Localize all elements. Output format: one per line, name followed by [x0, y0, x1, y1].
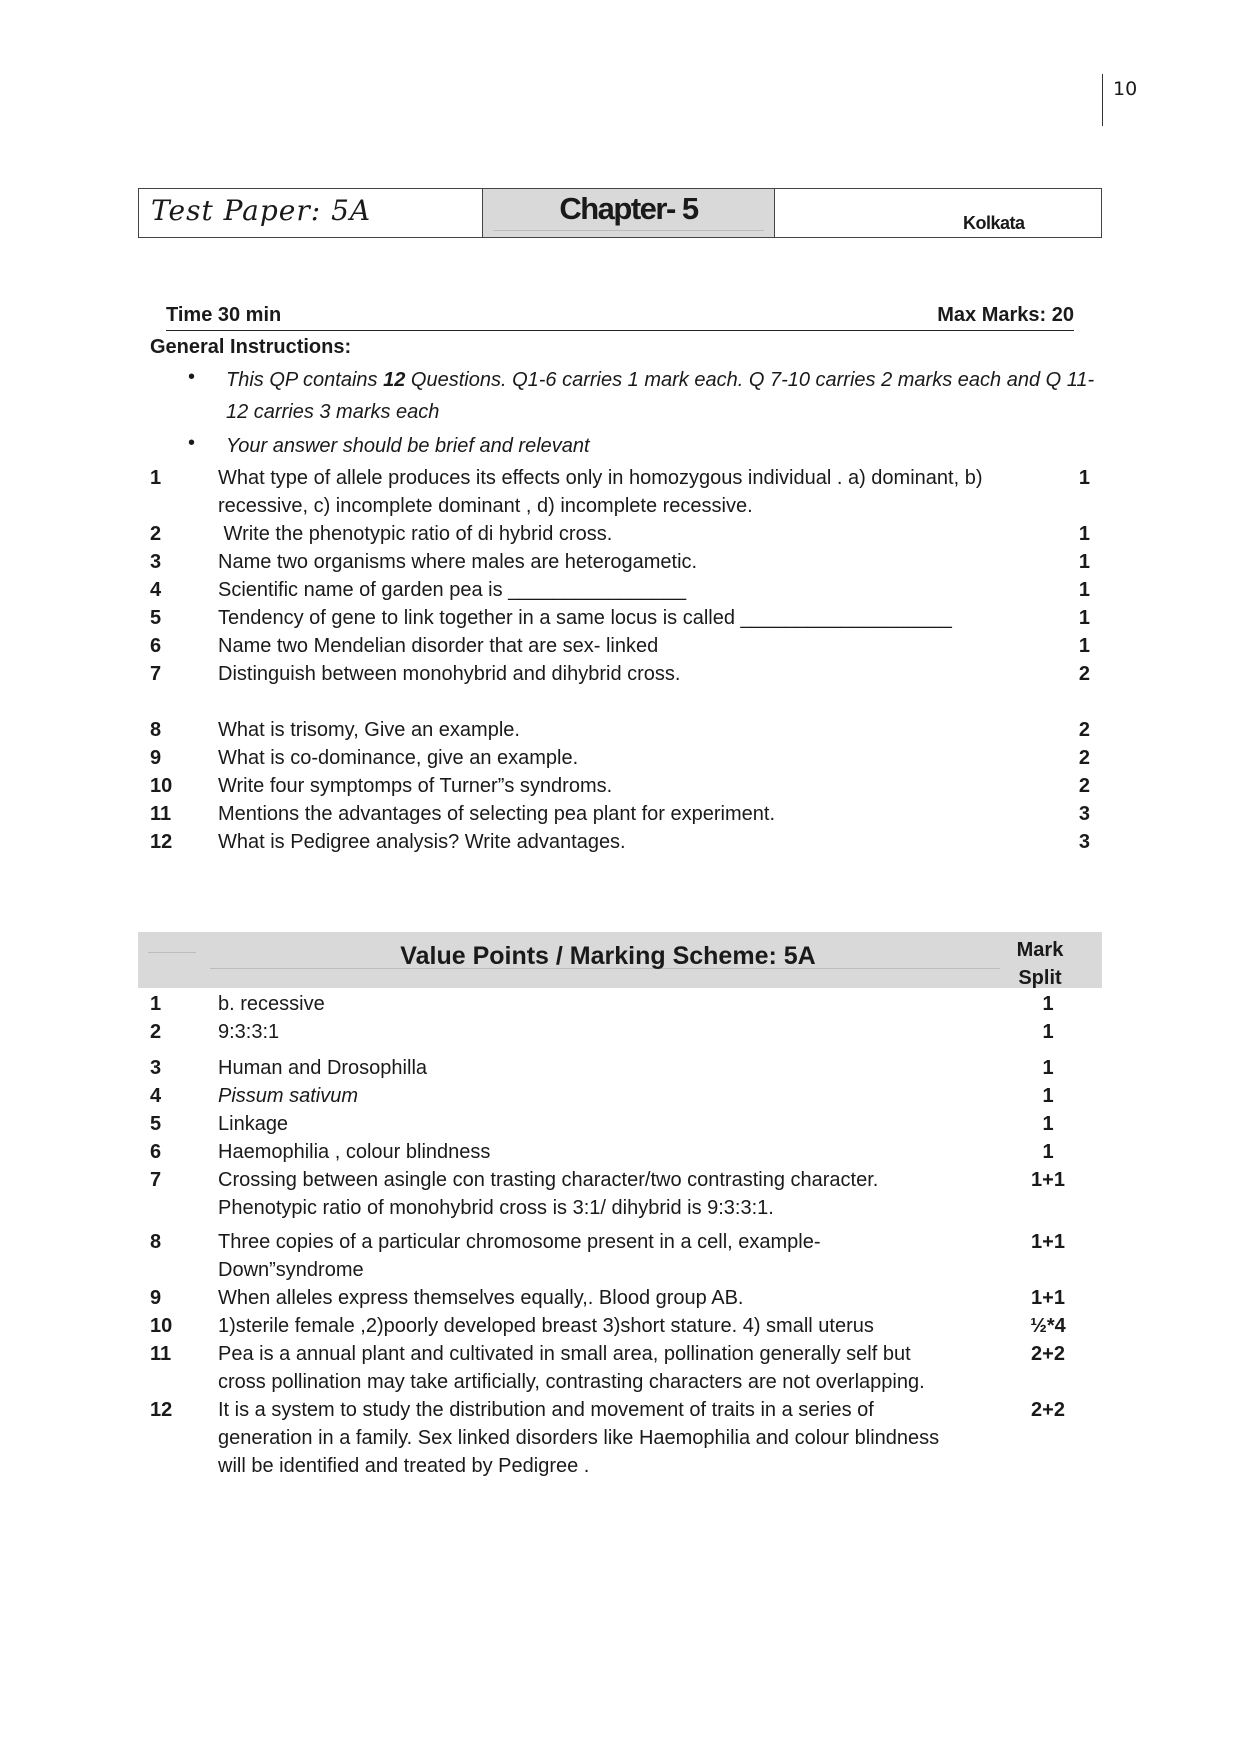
- question-number: 12: [150, 831, 173, 853]
- answer-text: When alleles express themselves equally,. Blood group AB.: [218, 1287, 744, 1309]
- instruction-1-part2: Questions. Q1-6 carries 1 mark each. Q 7-10 carries 2 marks each and Q 11-12 carries 3 marks each: [226, 369, 1095, 423]
- answer-marks: ½*4: [1030, 1315, 1066, 1337]
- split-heading-line: Split: [1018, 967, 1062, 989]
- question-marks: 3: [1078, 831, 1090, 853]
- answer-marks: 1: [1042, 1113, 1054, 1135]
- question-text: [218, 464, 1038, 520]
- question-text: Tendency of gene to link together in a same locus is called ___________________: [218, 607, 952, 629]
- question-marks: 3: [1078, 803, 1090, 825]
- header-cell-test-paper: [139, 189, 483, 237]
- header-table: [138, 188, 1102, 238]
- page-number: 10: [1113, 78, 1138, 100]
- question-marks: 2: [1078, 775, 1090, 797]
- bullet-glyph: •: [188, 366, 196, 388]
- question-marks: 1: [1078, 523, 1090, 545]
- instruction-1-count: 12: [383, 369, 406, 391]
- question-number: 9: [150, 747, 162, 769]
- question-number: 1: [150, 467, 162, 489]
- question-marks: 2: [1078, 719, 1090, 741]
- question-number: 2: [150, 523, 162, 545]
- answer-text-line: It is a system to study the distribution and movement of traits in a series of: [218, 1399, 874, 1421]
- answer-marks: 1: [1042, 993, 1054, 1015]
- answer-text-line: Down”syndrome: [218, 1259, 364, 1281]
- answer-text: [218, 1228, 1048, 1284]
- question-text: Scientific name of garden pea is ________________: [218, 579, 687, 601]
- question-marks: 1: [1078, 551, 1090, 573]
- question-text: What is Pedigree analysis? Write advantages.: [218, 831, 626, 853]
- marking-scheme-title: Value Points / Marking Scheme: 5A: [400, 942, 816, 970]
- answer-text-line: Three copies of a particular chromosome present in a cell, example-: [218, 1231, 821, 1253]
- answer-number: 4: [150, 1085, 162, 1107]
- general-instructions-heading: General Instructions:: [150, 336, 352, 358]
- question-text: Mentions the advantages of selecting pea plant for experiment.: [218, 803, 776, 825]
- test-paper-title: Test Paper: 5A: [151, 194, 372, 227]
- question-marks: 1: [1078, 607, 1090, 629]
- question-text-line: What type of allele produces its effects only in homozygous individual . a) dominant, b): [218, 467, 983, 489]
- answer-text-line: Phenotypic ratio of monohybrid cross is 3:1/ dihybrid is 9:3:3:1.: [218, 1197, 774, 1219]
- chapter-title: Chapter- 5: [559, 191, 698, 226]
- chapter-underline: [493, 230, 764, 231]
- marking-scheme-header: [138, 932, 1102, 988]
- question-text: Write four symptomps of Turner”s syndroms.: [218, 775, 613, 797]
- answer-text-line: Pea is a annual plant and cultivated in small area, pollination generally self but: [218, 1343, 911, 1365]
- answer-number: 10: [150, 1315, 173, 1337]
- question-marks: 1: [1078, 635, 1090, 657]
- question-text: What is co-dominance, give an example.: [218, 747, 579, 769]
- answer-number: 9: [150, 1287, 162, 1309]
- answer-text: [218, 1340, 1048, 1396]
- question-marks: 1: [1078, 467, 1090, 489]
- answer-text-line: Crossing between asingle con trasting character/two contrasting character.: [218, 1169, 879, 1191]
- question-text: Name two organisms where males are heterogametic.: [218, 551, 698, 573]
- answer-marks: 1+1: [1031, 1169, 1065, 1191]
- bullet-glyph: •: [188, 432, 196, 454]
- instruction-1-part1: This QP contains: [226, 369, 384, 391]
- question-number: 10: [150, 775, 173, 797]
- question-number: 6: [150, 635, 162, 657]
- time-label: Time 30 min: [166, 304, 282, 326]
- answer-number: 6: [150, 1141, 162, 1163]
- question-text: Name two Mendelian disorder that are sex- linked: [218, 635, 659, 657]
- question-text: Distinguish between monohybrid and dihybrid cross.: [218, 663, 681, 685]
- answer-text: b. recessive: [218, 993, 325, 1015]
- answer-number: 8: [150, 1231, 162, 1253]
- answer-text: Pissum sativum: [218, 1085, 359, 1107]
- answer-text: 9:3:3:1: [218, 1021, 280, 1043]
- answer-marks: 1: [1042, 1021, 1054, 1043]
- answer-text: 1)sterile female ,2)poorly developed breast 3)short stature. 4) small uterus: [218, 1315, 874, 1337]
- question-marks: 1: [1078, 579, 1090, 601]
- question-marks: 2: [1078, 663, 1090, 685]
- instruction-2: Your answer should be brief and relevant: [226, 435, 590, 457]
- question-number: 5: [150, 607, 162, 629]
- answer-text: Linkage: [218, 1113, 289, 1135]
- answer-number: 11: [150, 1343, 172, 1365]
- header-rule: [148, 952, 196, 953]
- question-number: 4: [150, 579, 162, 601]
- answer-text: Human and Drosophilla: [218, 1057, 428, 1079]
- question-marks: 2: [1078, 747, 1090, 769]
- answer-marks: 2+2: [1031, 1343, 1065, 1365]
- question-number: 8: [150, 719, 162, 741]
- answer-marks: 1+1: [1031, 1231, 1065, 1253]
- location-label: Kolkata: [963, 213, 1025, 233]
- answer-text: Haemophilia , colour blindness: [218, 1141, 491, 1163]
- question-number: 7: [150, 663, 162, 685]
- answer-text: [218, 1396, 1048, 1480]
- answer-number: 2: [150, 1021, 162, 1043]
- question-text-line: recessive, c) incomplete dominant , d) incomplete recessive.: [218, 495, 753, 517]
- question-number: 11: [150, 803, 172, 825]
- max-marks-label: Max Marks: 20: [937, 304, 1074, 326]
- answer-marks: 2+2: [1031, 1399, 1065, 1421]
- instruction-1: [226, 364, 1106, 428]
- answer-number: 3: [150, 1057, 162, 1079]
- answer-number: 12: [150, 1399, 173, 1421]
- answer-text: [218, 1166, 1048, 1222]
- answer-text-line: will be identified and treated by Pedigree .: [218, 1455, 590, 1477]
- time-marks-row: [166, 304, 1074, 331]
- mark-split-heading: [1000, 936, 1080, 992]
- answer-marks: 1: [1042, 1085, 1054, 1107]
- header-cell-chapter: [483, 189, 775, 237]
- question-number: 3: [150, 551, 162, 573]
- answer-number: 5: [150, 1113, 162, 1135]
- page-number-divider: [1102, 74, 1103, 126]
- answer-number: 1: [150, 993, 162, 1015]
- mark-heading-line: Mark: [1016, 939, 1064, 961]
- question-text: What is trisomy, Give an example.: [218, 719, 520, 741]
- answer-marks: 1: [1042, 1057, 1054, 1079]
- header-cell-location: [775, 189, 1101, 237]
- answer-number: 7: [150, 1169, 162, 1191]
- answer-marks: 1: [1042, 1141, 1054, 1163]
- answer-text-line: cross pollination may take artificially, contrasting characters are not overlapping.: [218, 1371, 925, 1393]
- answer-text-line: generation in a family. Sex linked disorders like Haemophilia and colour blindness: [218, 1427, 940, 1449]
- question-text: Write the phenotypic ratio of di hybrid cross.: [218, 523, 613, 545]
- answer-marks: 1+1: [1031, 1287, 1065, 1309]
